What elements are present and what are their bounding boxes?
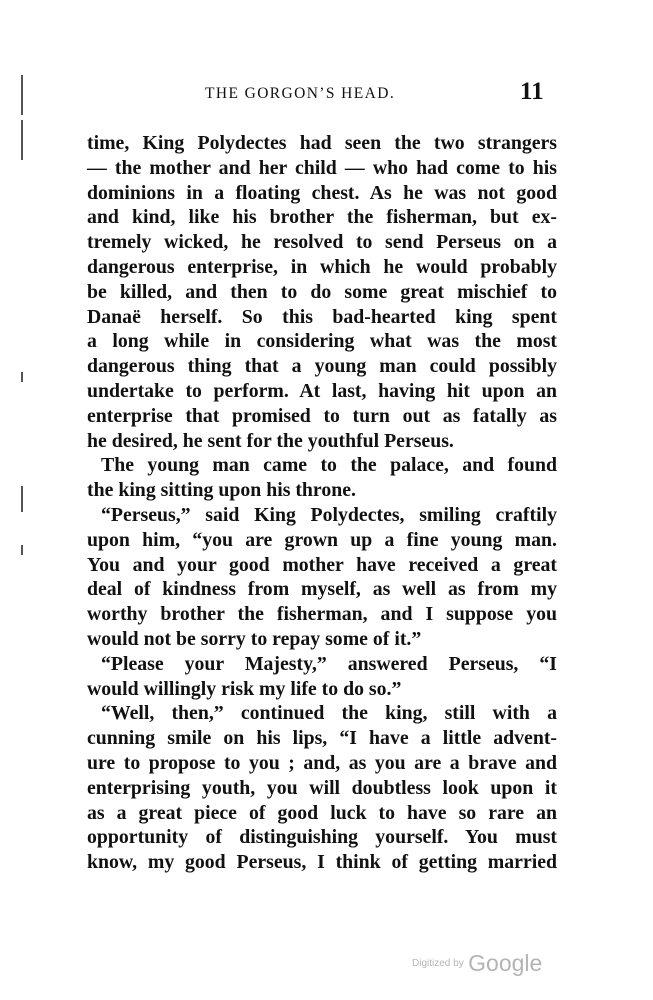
page-number: 11 xyxy=(520,78,544,105)
text-line: and kind, like his brother the fisherman, but ex- xyxy=(87,206,557,229)
margin-mark xyxy=(21,120,23,160)
text-line: “Perseus,” said King Polydectes, smiling craftily xyxy=(101,503,557,526)
text-line: opportunity of distinguishing yourself. You must xyxy=(87,826,557,849)
text-line: “Please your Majesty,” answered Perseus, “I xyxy=(101,652,557,675)
watermark-prefix: Digitized by xyxy=(412,958,464,969)
text-line: upon him, “you are grown up a fine young man. xyxy=(87,528,557,551)
margin-mark xyxy=(21,545,23,555)
text-line: enterprising youth, you will doubtless look upon it xyxy=(87,776,557,799)
body-text xyxy=(87,131,557,875)
google-logo: Google xyxy=(468,950,543,976)
text-line: as a great piece of good luck to have so rare an xyxy=(87,801,557,824)
text-line: — the mother and her child — who had come to his xyxy=(87,156,557,179)
text-line: You and your good mother have received a great xyxy=(87,553,557,576)
text-line: undertake to perform. At last, having hit upon an xyxy=(87,379,557,402)
text-line: dangerous thing that a young man could possibly xyxy=(87,355,557,378)
text-line: worthy brother the fisherman, and I suppose you xyxy=(87,603,557,626)
text-line: deal of kindness from myself, as well as from my xyxy=(87,578,557,601)
margin-mark xyxy=(21,486,23,512)
margin-mark xyxy=(21,372,23,382)
text-line: know, my good Perseus, I think of getting married xyxy=(87,851,557,874)
text-line: the king sitting upon his throne. xyxy=(87,479,356,502)
text-line: be killed, and then to do some great mischief to xyxy=(87,280,557,303)
text-line: enterprise that promised to turn out as fatally as xyxy=(87,404,557,427)
digitized-watermark xyxy=(412,950,542,977)
text-line: a long while in considering what was the most xyxy=(87,330,557,353)
text-line: would willingly risk my life to do so.” xyxy=(87,677,402,700)
text-line: tremely wicked, he resolved to send Perseus on a xyxy=(87,231,557,254)
text-line: Danaë herself. So this bad-hearted king spent xyxy=(87,305,557,328)
text-line: he desired, he sent for the youthful Perseus. xyxy=(87,429,454,452)
text-line: time, King Polydectes had seen the two strangers xyxy=(87,132,557,154)
text-line: would not be sorry to repay some of it.” xyxy=(87,627,422,650)
text-line: cunning smile on his lips, “I have a little advent- xyxy=(87,727,557,750)
running-head: THE GORGON’S HEAD. xyxy=(205,85,396,102)
text-line: The young man came to the palace, and found xyxy=(101,454,557,477)
text-line: ure to propose to you ; and, as you are a brave and xyxy=(87,751,557,774)
margin-mark xyxy=(21,75,23,115)
text-line: dangerous enterprise, in which he would probably xyxy=(87,255,557,278)
text-line: dominions in a floating chest. As he was not good xyxy=(87,181,557,204)
text-line: “Well, then,” continued the king, still with a xyxy=(101,702,557,725)
